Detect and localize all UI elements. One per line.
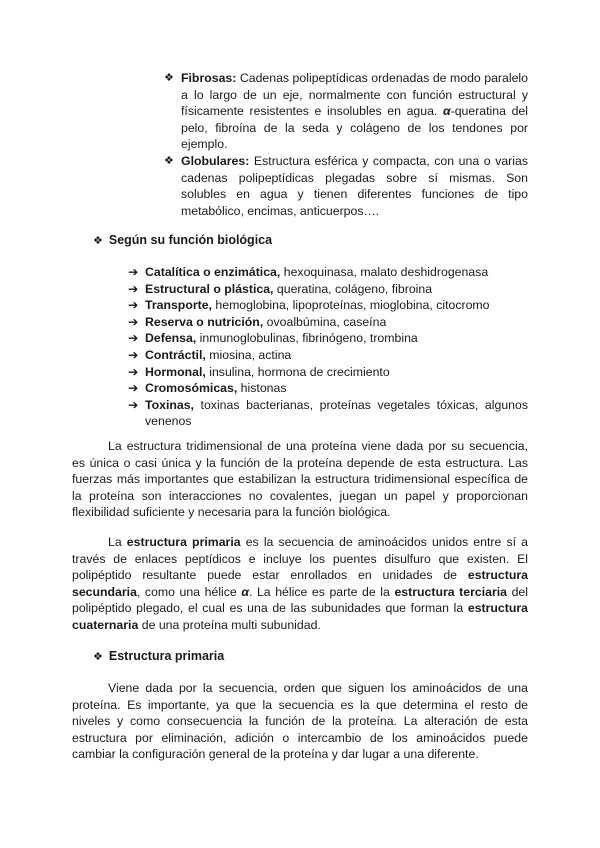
bullet-text: Estructura esférica y compacta, con una o varias cadenas polipeptídicas plegadas sobre sí mismas. Son solubles en agua y tienen diferentes funciones de tipo metabólico, encimas, anticuerpos…. — [181, 153, 528, 218]
term-estructura-terciaria: estructura terciaria — [394, 584, 508, 599]
paragraph-text: es la secuencia de aminoácidos unidos entre sí a través de enlaces peptídicos e incluye los puentes disulfuro que existen. El polipéptido resultante puede estar enrollados en unidades de — [72, 535, 528, 583]
section-heading-primaria — [93, 649, 224, 663]
term-estructura-secundaria: estructura secundaria — [72, 568, 528, 599]
paragraph-text: de una proteína multi subunidad. — [138, 617, 321, 632]
section-title: Estructura primaria — [108, 649, 225, 663]
function-examples: queratina, colágeno, fibroina — [273, 281, 433, 296]
function-examples: insulina, hormona de crecimiento — [205, 364, 390, 379]
list-item — [128, 281, 528, 298]
function-examples: histonas — [237, 381, 287, 396]
structure-type-list — [164, 70, 528, 219]
function-examples: hemoglobina, lipoproteínas, mioglobina, citocromo — [211, 298, 490, 313]
function-examples: toxinas bacterianas, proteínas vegetales tóxicas, algunos venenos — [145, 397, 528, 429]
paragraph-primary-structure — [72, 680, 528, 763]
paragraph-structure-intro — [72, 438, 528, 521]
list-item — [128, 314, 528, 331]
function-term: Contráctil, — [145, 347, 206, 362]
bullet-term: Fibrosas: — [181, 71, 237, 85]
arrow-right-icon: ➔ — [128, 397, 139, 412]
arrow-right-icon: ➔ — [128, 347, 139, 362]
function-examples: hexoquinasa, malato deshidrogenasa — [280, 265, 489, 279]
arrow-right-icon: ➔ — [128, 331, 139, 346]
paragraph-structure-levels — [72, 534, 528, 634]
diamond-bullet-icon: ❖ — [164, 72, 174, 84]
bullet-fibrosas — [164, 70, 528, 153]
function-term: Defensa, — [145, 331, 197, 346]
bullet-globulares — [164, 153, 528, 219]
list-item — [128, 364, 528, 381]
paragraph-text: , como una hélice — [136, 584, 242, 599]
function-term: Reserva o nutrición, — [145, 314, 264, 329]
list-item — [128, 347, 528, 364]
function-term: Transporte, — [145, 298, 212, 313]
paragraph-text: . La hélice es parte de la — [248, 584, 395, 599]
bullet-text-cont: -queratina del pelo, fibroína de la seda y colágeno de los tendones por ejemplo. — [181, 104, 528, 152]
function-examples: inmunoglobulinas, fibrinógeno, trombina — [196, 331, 418, 346]
arrow-right-icon: ➔ — [128, 265, 139, 279]
function-examples: miosina, actina — [205, 347, 292, 362]
list-item — [128, 330, 528, 347]
arrow-right-icon: ➔ — [128, 281, 139, 296]
function-examples: ovoalbúmina, caseína — [263, 314, 387, 329]
list-item — [128, 397, 528, 430]
arrow-right-icon: ➔ — [128, 298, 139, 313]
diamond-bullet-icon: ❖ — [93, 235, 103, 247]
term-estructura-cuaternaria: estructura cuaternaria — [72, 601, 528, 632]
paragraph-text: del polipéptido plegado, el cual es una de las subunidades que forman la — [72, 584, 528, 616]
function-term: Estructural o plástica, — [145, 281, 274, 296]
list-item — [128, 380, 528, 397]
function-term: Cromosómicas, — [145, 381, 238, 396]
paragraph-text: La — [108, 535, 127, 549]
function-term: Toxinas, — [145, 397, 194, 412]
arrow-right-icon: ➔ — [128, 314, 139, 329]
arrow-right-icon: ➔ — [128, 364, 139, 379]
function-list — [128, 264, 528, 430]
bullet-text: Cadenas polipeptídicas ordenadas de modo paralelo a lo largo de un eje, normalmente con función estructural y físicamente resistentes e insolubles en agua. — [181, 71, 528, 119]
list-item — [128, 297, 528, 314]
alpha-symbol: α — [241, 584, 249, 599]
function-term: Hormonal, — [145, 364, 206, 379]
section-heading-funcion — [93, 233, 272, 247]
function-term: Catalítica o enzimática, — [145, 265, 281, 279]
alpha-symbol: α — [442, 104, 451, 119]
arrow-right-icon: ➔ — [128, 381, 139, 396]
section-title: Según su función biológica — [108, 233, 273, 247]
bullet-term: Globulares: — [181, 153, 250, 168]
list-item — [128, 264, 528, 281]
diamond-bullet-icon: ❖ — [93, 651, 103, 663]
diamond-bullet-icon: ❖ — [164, 154, 174, 167]
term-estructura-primaria: estructura primaria — [126, 535, 241, 549]
paragraph-text: La estructura tridimensional de una proteína viene dada por su secuencia, es única o casi única y la función de la proteína depende de esta estructura. Las fuerzas más importantes que estabilizan la estructura tridimensional específica de la proteína son interacciones no covalentes, juegan un papel y proporcionan flexibilidad suficiente y necesaria para la función biológica. — [72, 439, 528, 520]
paragraph-text: Viene dada por la secuencia, orden que siguen los aminoácidos de una proteína. Es importante, ya que la secuencia es la que determina el resto de niveles y como consecuencia la función de la proteína. La alteración de esta estructura por eliminación, adición o intercambio de los aminoácidos puede cambiar la configuración general de la proteína y dar lugar a una diferente. — [72, 681, 528, 762]
